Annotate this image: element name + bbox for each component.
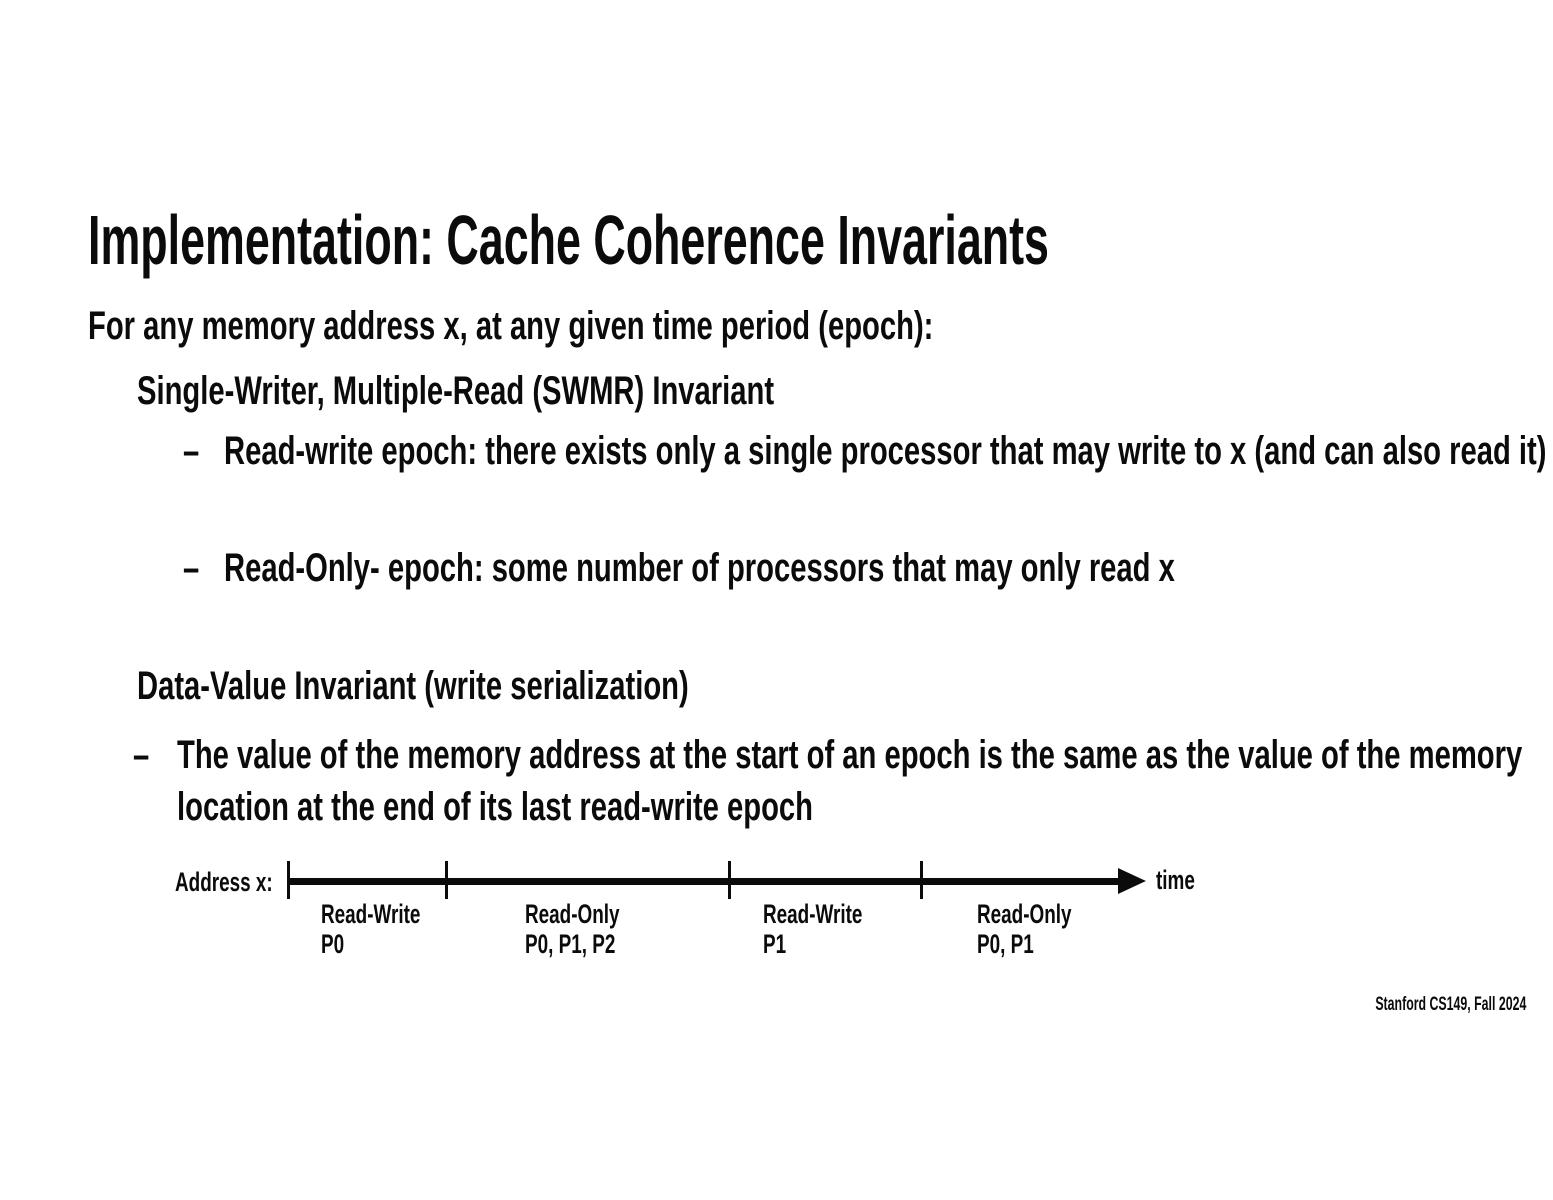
epoch-type: Read-Only [525,899,620,929]
timeline-tick [920,861,923,899]
epoch-processors: P0 [321,929,345,959]
slide-footer: Stanford CS149, Fall 2024 [1374,994,1526,1015]
bullet-dash: – [133,733,150,777]
timeline-axis-label: Address x: [175,867,273,897]
timeline-time-label: time [1156,865,1195,895]
epoch-type: Read-Write [321,899,421,929]
data-value-heading: Data-Value Invariant (write serialization) [137,664,689,708]
swmr-bullet-1: Read-write epoch: there exists only a single processor that may write to x (and can also read it) [224,429,1547,473]
intro-text: For any memory address x, at any given time period (epoch): [88,304,934,348]
timeline-tick [287,861,290,899]
swmr-heading: Single-Writer, Multiple-Read (SWMR) Invariant [137,369,775,413]
epoch-type: Read-Write [763,899,863,929]
slide-title: Implementation: Cache Coherence Invariants [88,201,1049,279]
timeline-tick [728,861,731,899]
timeline-arrow-icon [1118,868,1146,894]
data-value-bullet-1: The value of the memory address at the start of an epoch is the same as the value of the memory location at the end of its last read-write epoch [177,733,1523,829]
timeline-tick [445,861,448,899]
epoch-type: Read-Only [977,899,1072,929]
epoch-processors: P0, P1 [977,929,1034,959]
bullet-dash: – [183,546,200,590]
epoch-processors: P0, P1, P2 [525,929,616,959]
swmr-bullet-2: Read-Only- epoch: some number of processors that may only read x [224,546,1175,590]
bullet-dash: – [183,429,200,473]
epoch-processors: P1 [763,929,787,959]
timeline-axis-line [288,878,1118,885]
